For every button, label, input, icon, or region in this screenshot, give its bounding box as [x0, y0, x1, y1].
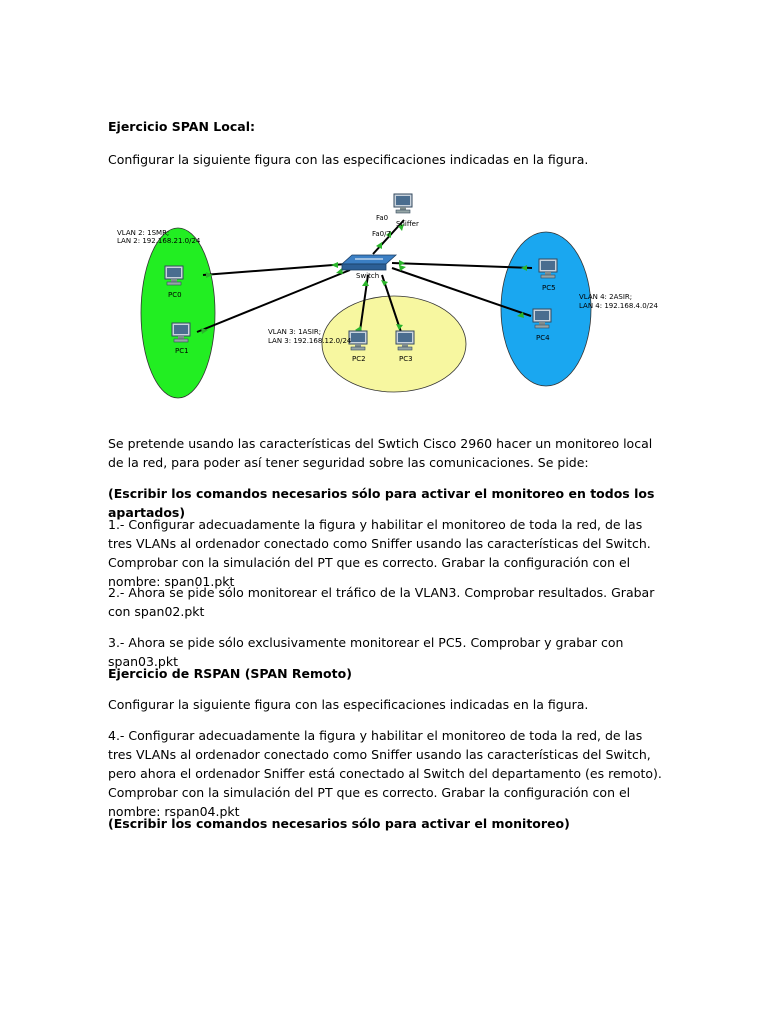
vlan2-label-line2: LAN 2: 192.168.21.0/24 — [117, 237, 201, 245]
vlan3-label-line1: VLAN 3: 1ASIR; — [268, 328, 322, 336]
pc4-icon — [533, 309, 551, 328]
intro-text-rspan: Configurar la siguiente figura con las especificaciones indicadas en la figura. — [108, 697, 589, 712]
pc5-label: PC5 — [542, 284, 556, 292]
task-item-1: 1.- Configurar adecuadamente la figura y habilitar el monitoreo de toda la red, de las tres VLANs al ordenador conectado como Sniffer usando las características del Switch. Comprobar con la simulación del PT que es correcto. Grabar la configuración con el nombre: span01.pkt — [108, 517, 651, 589]
switch-icon — [342, 255, 396, 270]
network-diagram — [0, 180, 768, 420]
fa07-label: Fa0/7 — [372, 230, 391, 238]
vlan2-label-line1: VLAN 2: 1SMR; — [117, 229, 170, 237]
pc1-icon — [172, 323, 190, 342]
vlan4-label-line1: VLAN 4: 2ASIR; — [579, 293, 633, 301]
pc2-label: PC2 — [352, 355, 366, 363]
vlan2-area — [141, 228, 215, 398]
pc3-label: PC3 — [399, 355, 413, 363]
pc1-label: PC1 — [175, 347, 189, 355]
task-item-4: 4.- Configurar adecuadamente la figura y habilitar el monitoreo de toda la red, de las tres VLANs al ordenador conectado como Sniffer usando las características del Switch, pero ahora el ordenador Sniffer está conectado al Switch del departamento (es remoto). Comprobar con la simulación del PT que es correcto. Grabar la configuración con el nombre: rspan04.pkt — [108, 728, 662, 819]
heading-span-local: Ejercicio SPAN Local: — [108, 119, 255, 134]
vlan4-label-line2: LAN 4: 192.168.4.0/24 — [579, 302, 658, 310]
description-paragraph: Se pretende usando las características del Swtich Cisco 2960 hacer un monitoreo local de la red, para poder así tener seguridad sobre las comunicaciones. Se pide: — [108, 436, 653, 470]
pc3-icon — [396, 331, 414, 350]
heading-rspan: Ejercicio de RSPAN (SPAN Remoto) — [108, 666, 352, 681]
task-item-3: 3.- Ahora se pide sólo exclusivamente monitorear el PC5. Comprobar y grabar con span03.pkt — [108, 635, 624, 669]
sniffer-label: Sniffer — [396, 220, 419, 228]
intro-text: Configurar la siguiente figura con las especificaciones indicadas en la figura. — [108, 152, 589, 167]
pc4-label: PC4 — [536, 334, 550, 342]
vlan3-label-line2: LAN 3: 192.168.12.0/24 — [268, 337, 352, 345]
switch-label: Switch — [356, 272, 380, 280]
sniffer-pc-icon — [394, 194, 412, 213]
pc0-label: PC0 — [168, 291, 182, 299]
pc5-icon — [539, 259, 557, 278]
instructions-note: (Escribir los comandos necesarios sólo para activar el monitoreo en todos los apartados) — [108, 486, 655, 520]
fa0-label: Fa0 — [376, 214, 389, 222]
task-item-2: 2.- Ahora se pide sólo monitorear el tráfico de la VLAN3. Comprobar resultados. Grabar con span02.pkt — [108, 585, 655, 619]
final-note: (Escribir los comandos necesarios sólo para activar el monitoreo) — [108, 816, 570, 831]
pc2-icon — [349, 331, 367, 350]
pc0-icon — [165, 266, 183, 285]
